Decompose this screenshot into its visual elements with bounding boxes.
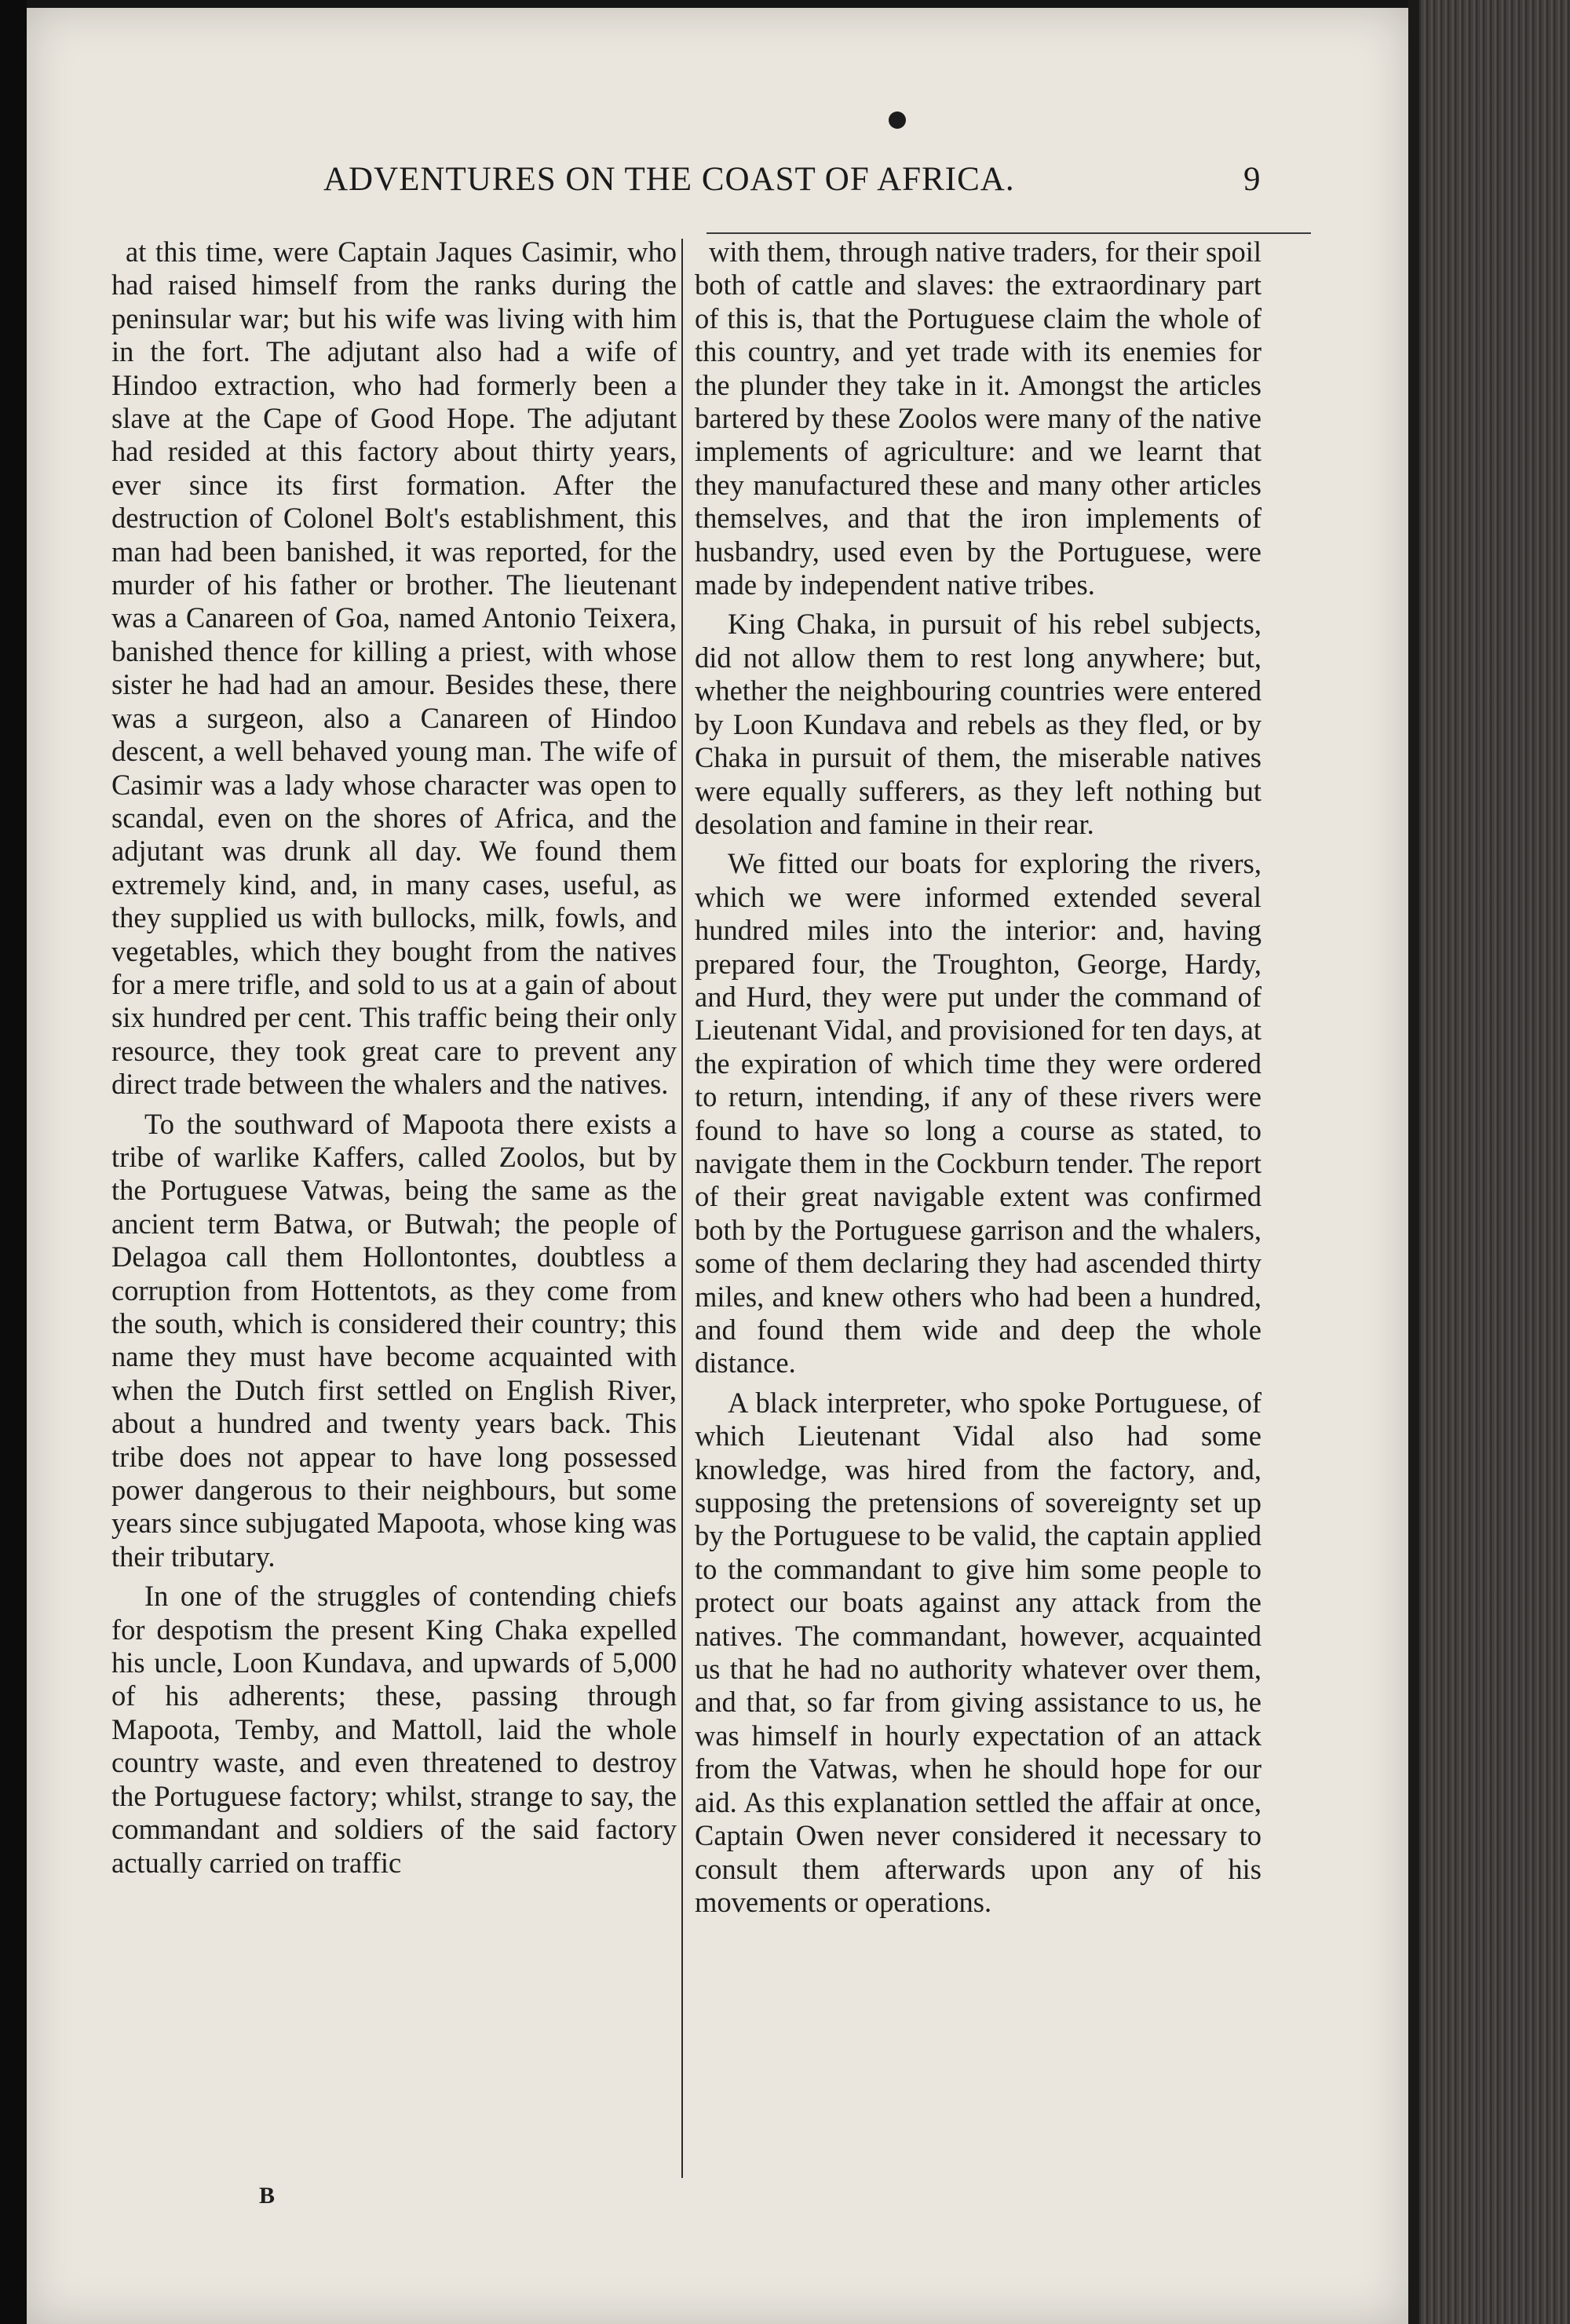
- paragraph: at this time, were Captain Jaques Casimir, who had raised himself from the ranks during the peninsular war; but his wife was living with him in the fort. The adjutant also had a wife of Hindoo extraction, who had formerly been a slave at the Cape of Good Hope. The adjutant had resided at this factory about thirty years, ever since its first formation. After the destruction of Colonel Bolt's establishment, this man had been banished, it was reported, for the murder of his father or brother. The lieutenant was a Canareen of Goa, named Antonio Teixera, banished thence for killing a priest, with whose sister he had had an amour. Besides these, there was a surgeon, also a Canareen of Hindoo descent, a well behaved young man. The wife of Casimir was a lady whose character was open to scandal, even on the shores of Africa, and the adjutant was drunk all day. We found them extremely kind, and, in many cases, useful, as they supplied us with bullocks, milk, fowls, and vegetables, which they bought from the natives for a mere trifle, and sold to us at a gain of about six hundred per cent. This traffic being their only resource, they took great care to prevent any direct trade between the whalers and the natives.: [111, 236, 677, 1101]
- column-divider: [681, 239, 683, 2178]
- page-stack-edge: [1408, 0, 1570, 2324]
- page-number: 9: [1243, 161, 1261, 198]
- paragraph: In one of the struggles of contending chiefs for despotism the present King Chaka expelled his uncle, Loon Kundava, and upwards of 5,000 of his adherents; these, passing through Mapoota, Temby, and Mattoll, laid the whole country waste, and even threatened to destroy the Portuguese factory; whilst, strange to say, the commandant and soldiers of the said factory actually carried on traffic: [111, 1580, 677, 1879]
- running-head: ADVENTURES ON THE COAST OF AFRICA.: [323, 161, 1015, 198]
- paragraph: We fitted our boats for exploring the rivers, which we were informed extended several hundred miles into the interior: and, having prepared four, the Troughton, George, Hardy, and Hurd, they were put under the command of Lieutenant Vidal, and provisioned for ten days, at the expiration of which time they were ordered to return, intending, if any of these rivers were found to have so long a course as stated, to navigate them in the Cockburn tender. The report of their great navigable extent was confirmed both by the Portuguese garrison and the whalers, some of them declaring they had ascended thirty miles, and knew others who had been a hundred, and found them wide and deep the whole distance.: [695, 847, 1261, 1379]
- binding-shadow: [0, 0, 27, 2324]
- left-column: [111, 236, 677, 1880]
- paragraph: with them, through native traders, for their spoil both of cattle and slaves: the extraordinary part of this is, that the Portuguese claim the whole of this country, and yet trade with its enemies for the plunder they take in it. Amongst the articles bartered by these Zoolos were many of the native implements of agriculture: and we learnt that they manufactured these and many other articles themselves, and that the iron implements of husbandry, used even by the Portuguese, were made by independent native tribes.: [695, 236, 1261, 601]
- paragraph: King Chaka, in pursuit of his rebel subjects, did not allow them to rest long anywhere; but, whether the neighbouring countries were entered by Loon Kundava and rebels as they fled, or by Chaka in pursuit of them, the miserable natives were equally sufferers, as they left nothing but desolation and famine in their rear.: [695, 608, 1261, 840]
- ornament-dot-icon: [889, 111, 906, 129]
- signature-mark: B: [259, 2183, 276, 2209]
- header-rule: [706, 232, 1311, 234]
- paragraph: A black interpreter, who spoke Portuguese, of which Lieutenant Vidal also had some knowledge, was hired from the factory, and, supposing the pretensions of sovereignty set up by the Portuguese to be valid, the captain applied to the commandant to give him some people to protect our boats against any attack from the natives. The commandant, however, acquainted us that he had no authority whatever over them, and that, so far from giving assistance to us, he was himself in hourly expectation of an attack from the Vatwas, when he should hope for our aid. As this explanation settled the affair at once, Captain Owen never considered it necessary to consult them afterwards upon any of his movements or operations.: [695, 1386, 1261, 1918]
- right-column: [695, 236, 1261, 1919]
- paragraph: To the southward of Mapoota there exists a tribe of warlike Kaffers, called Zoolos, but by the Portuguese Vatwas, being the same as the ancient term Batwa, or Butwah; the people of Delagoa call them Hollontontes, doubtless a corruption from Hottentots, as they come from the south, which is considered their country; this name they must have become acquainted with when the Dutch first settled on English River, about a hundred and twenty years back. This tribe does not appear to have long possessed power dangerous to their neighbours, but some years since subjugated Mapoota, whose king was their tributary.: [111, 1107, 677, 1573]
